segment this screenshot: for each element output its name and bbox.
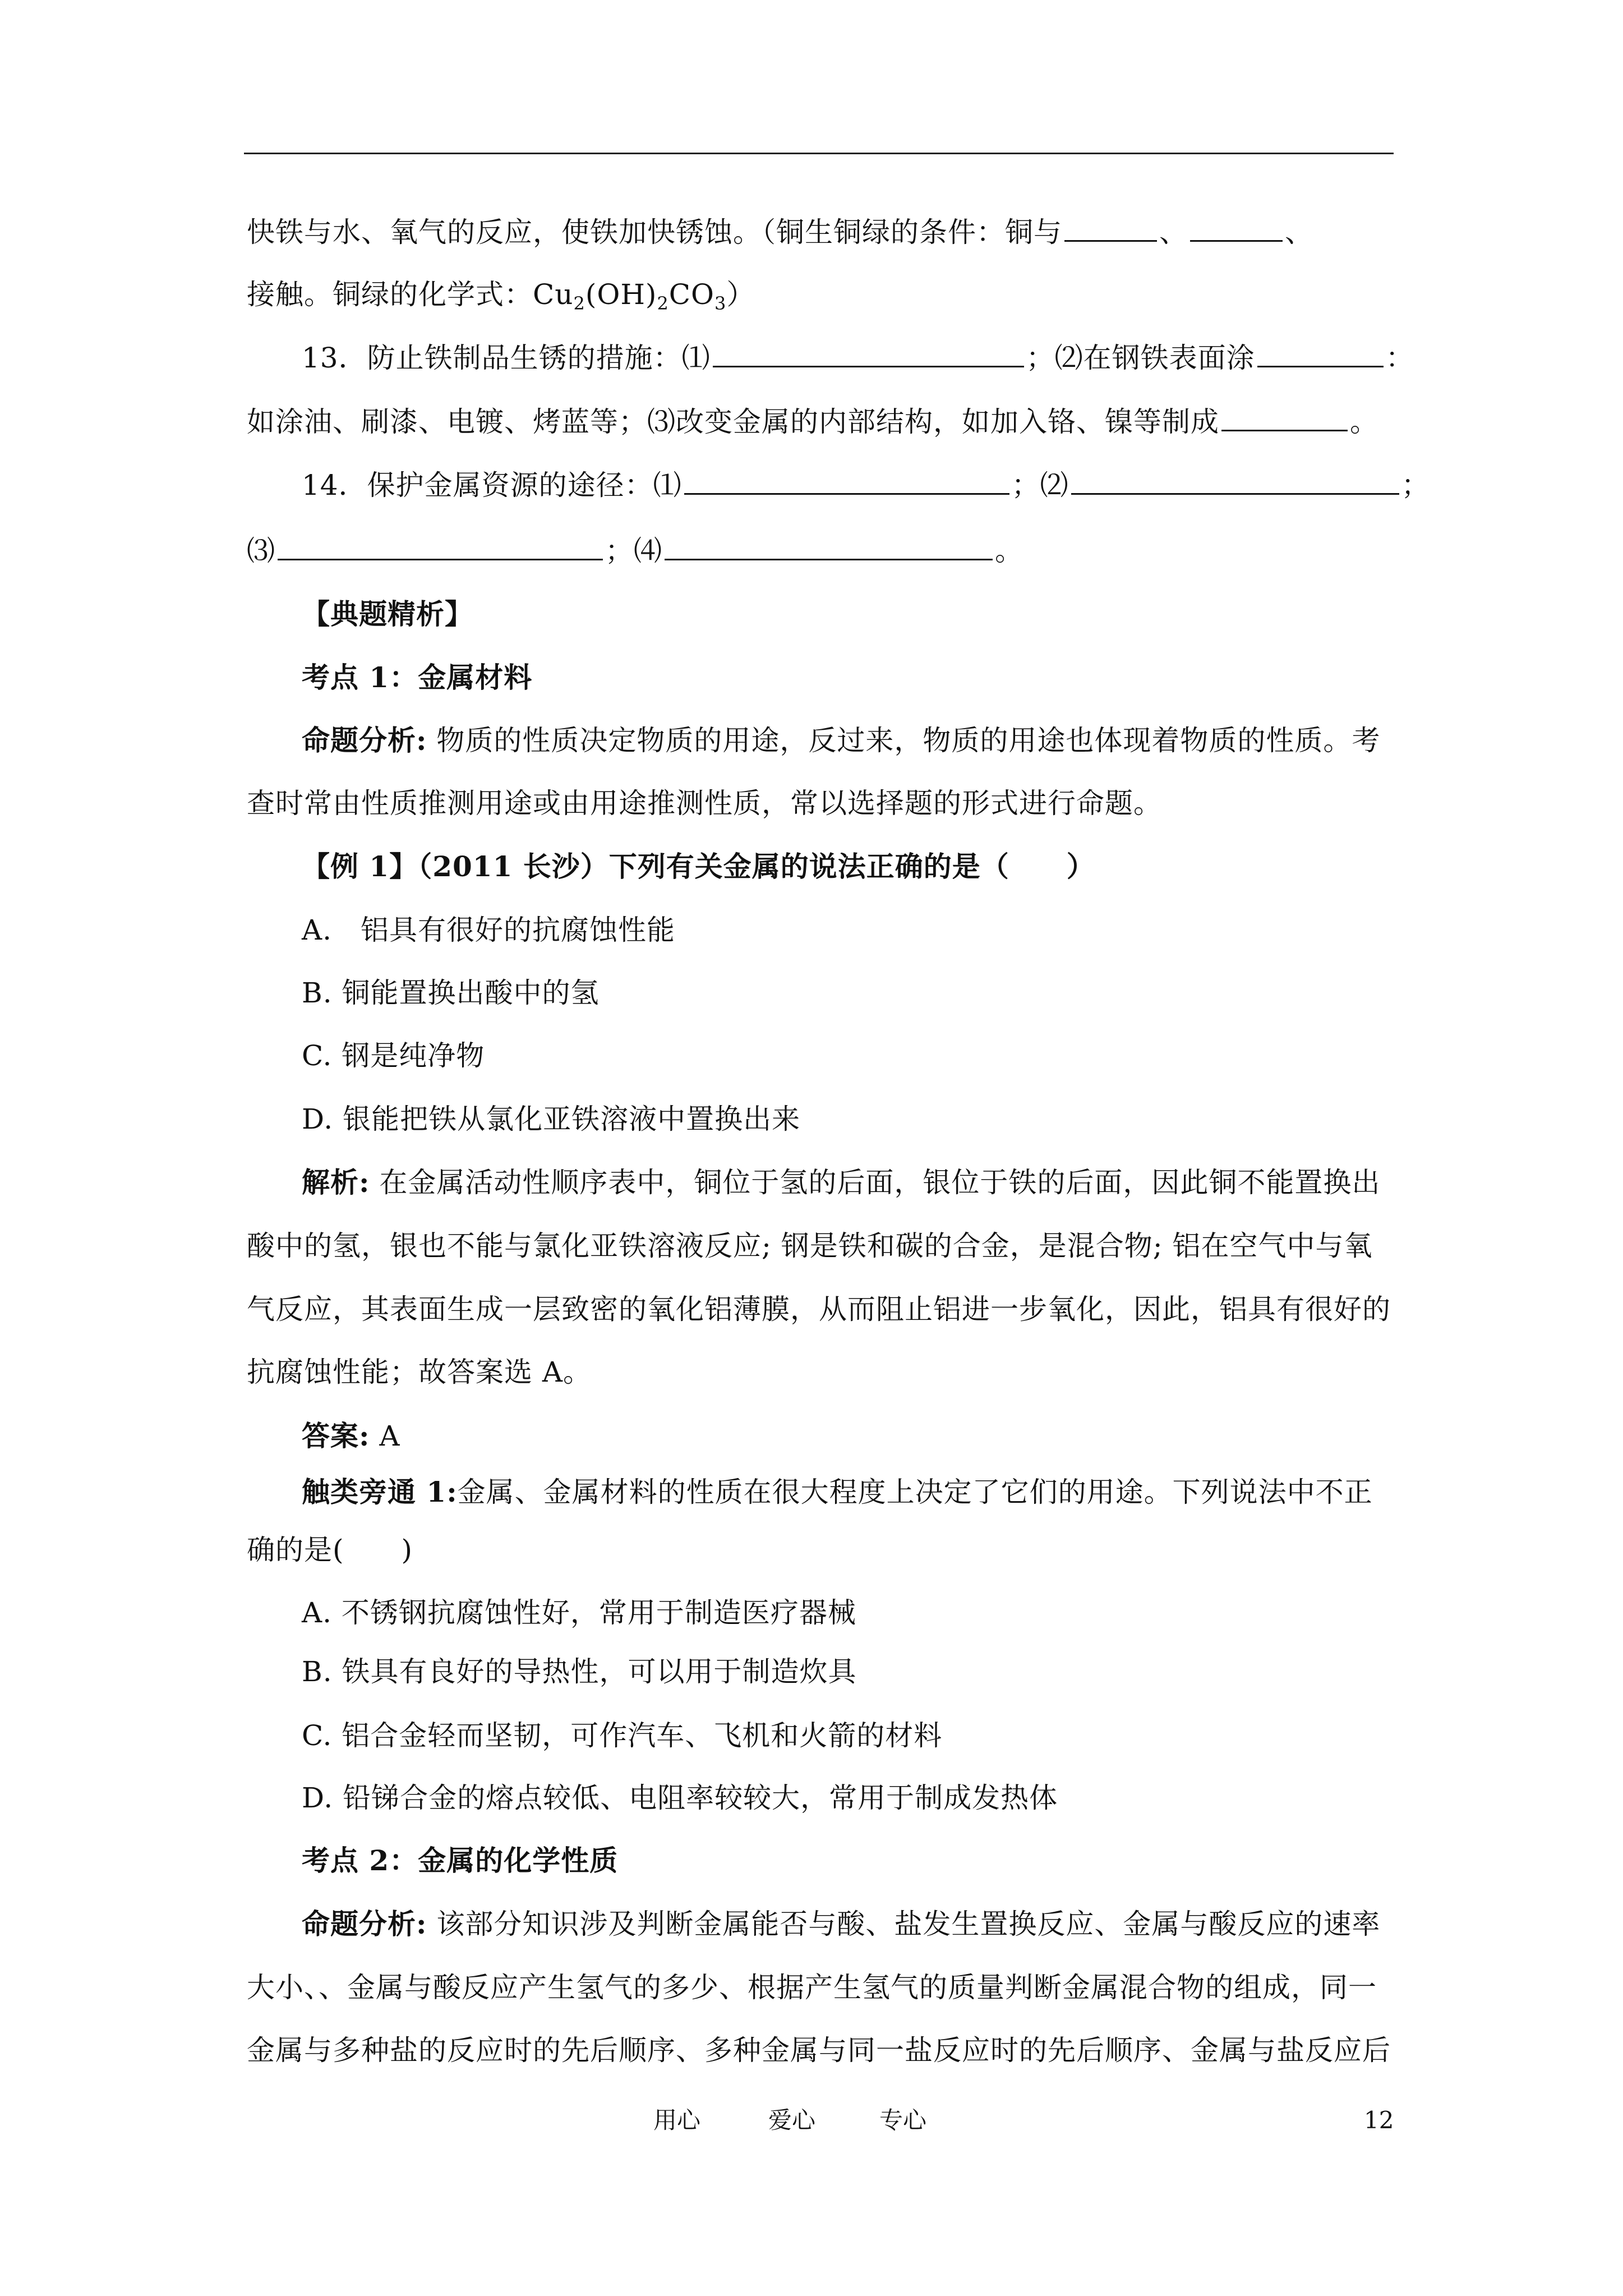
section-heading: 【典题精析】 — [302, 597, 473, 631]
answer-line: 答案: A — [302, 1419, 400, 1452]
example-heading: 【例 1】（2011 长沙）下列有关金属的说法正确的是（ ） — [302, 850, 1095, 883]
fill-blank — [665, 534, 993, 560]
text-line: 酸中的氢，银也不能与氯化亚铁溶液反应; 钢是铁和碳的合金，是混合物; 铝在空气中与氧 — [247, 1230, 1373, 1262]
text-line: ⑶ ；⑷ 。 — [247, 535, 1023, 567]
page-number: 12 — [1364, 2106, 1394, 2134]
option-d: D. 铅锑合金的熔点较低、电阻率较较大，常用于制成发热体 — [302, 1782, 1058, 1814]
question-14: 14．保护金属资源的途径：⑴ ；⑵ ； — [302, 469, 1430, 501]
fill-blank — [1221, 405, 1348, 431]
text-line: 查时常由性质推测用途或由用途推测性质，常以选择题的形式进行命题。 — [247, 787, 1162, 820]
label: 命题分析: — [302, 1907, 427, 1940]
text-line: 接触。铜绿的化学式：$Cu_2(OH)_2CO_3$） — [247, 278, 755, 314]
analysis-line: 命题分析: 物质的性质决定物质的用途，反过来，物质的用途也体现着物质的性质。考 — [302, 724, 1381, 757]
text-line: 如涂油、刷漆、电镀、烤蓝等；⑶改变金属的内部结构，如加入铬、镍等制成 。 — [247, 406, 1378, 438]
label: 解析: — [302, 1166, 370, 1199]
footer-motto: 用心 — [653, 2106, 701, 2134]
fill-blank — [684, 468, 1009, 495]
explanation-line: 解析: 在金属活动性顺序表中，铜位于氢的后面，银位于铁的后面，因此铜不能置换出 — [302, 1166, 1381, 1199]
topic-heading: 考点 1：金属材料 — [302, 661, 533, 694]
option-d: D. 银能把铁从氯化亚铁溶液中置换出来 — [302, 1103, 801, 1135]
fill-blank — [278, 534, 603, 560]
topic-heading: 考点 2：金属的化学性质 — [302, 1844, 619, 1877]
practice-line: 触类旁通 1:金属、金属材料的性质在很大程度上决定了它们的用途。下列说法中不正 — [302, 1475, 1373, 1508]
text-line: 大小、、金属与酸反应产生氢气的多少、根据产生氢气的质量判断金属混合物的组成，同一 — [247, 1971, 1377, 2004]
option-c: C. 钢是纯净物 — [302, 1039, 485, 1072]
fill-blank — [1257, 341, 1384, 367]
fill-blank — [1071, 468, 1399, 495]
label: 答案: — [302, 1419, 370, 1452]
fill-blank — [1190, 215, 1283, 242]
text-line: 气反应，其表面生成一层致密的氧化铝薄膜，从而阻止铝进一步氧化，因此，铝具有很好的 — [247, 1293, 1391, 1326]
fill-blank — [1064, 215, 1157, 242]
label: 触类旁通 1: — [302, 1475, 458, 1508]
fill-blank — [713, 341, 1024, 367]
footer-motto: 爱心 — [768, 2106, 816, 2134]
option-a: A. 铝具有很好的抗腐蚀性能 — [302, 914, 676, 946]
footer-motto: 专心 — [879, 2106, 927, 2134]
analysis-line: 命题分析: 该部分知识涉及判断金属能否与酸、盐发生置换反应、金属与酸反应的速率 — [302, 1907, 1381, 1940]
option-c: C. 铝合金轻而坚韧，可作汽车、飞机和火箭的材料 — [302, 1719, 943, 1752]
header-rule — [244, 153, 1394, 154]
label: 命题分析: — [302, 724, 427, 757]
question-13: 13．防止铁制品生锈的措施：⑴ ；⑵在钢铁表面涂 ： — [302, 342, 1414, 374]
option-b: B. 铁具有良好的导热性，可以用于制造炊具 — [302, 1655, 857, 1688]
text-line: 抗腐蚀性能；故答案选 A。 — [247, 1356, 592, 1388]
text-line: 快铁与水、氧气的反应，使铁加快锈蚀。（铜生铜绿的条件：铜与 、 、 — [247, 216, 1313, 249]
text-line: 金属与多种盐的反应时的先后顺序、多种金属与同一盐反应时的先后顺序、金属与盐反应后 — [247, 2034, 1391, 2067]
text-line: 确的是( ) — [247, 1534, 413, 1566]
option-b: B. 铜能置换出酸中的氢 — [302, 977, 600, 1009]
option-a: A. 不锈钢抗腐蚀性好，常用于制造医疗器械 — [302, 1596, 856, 1629]
